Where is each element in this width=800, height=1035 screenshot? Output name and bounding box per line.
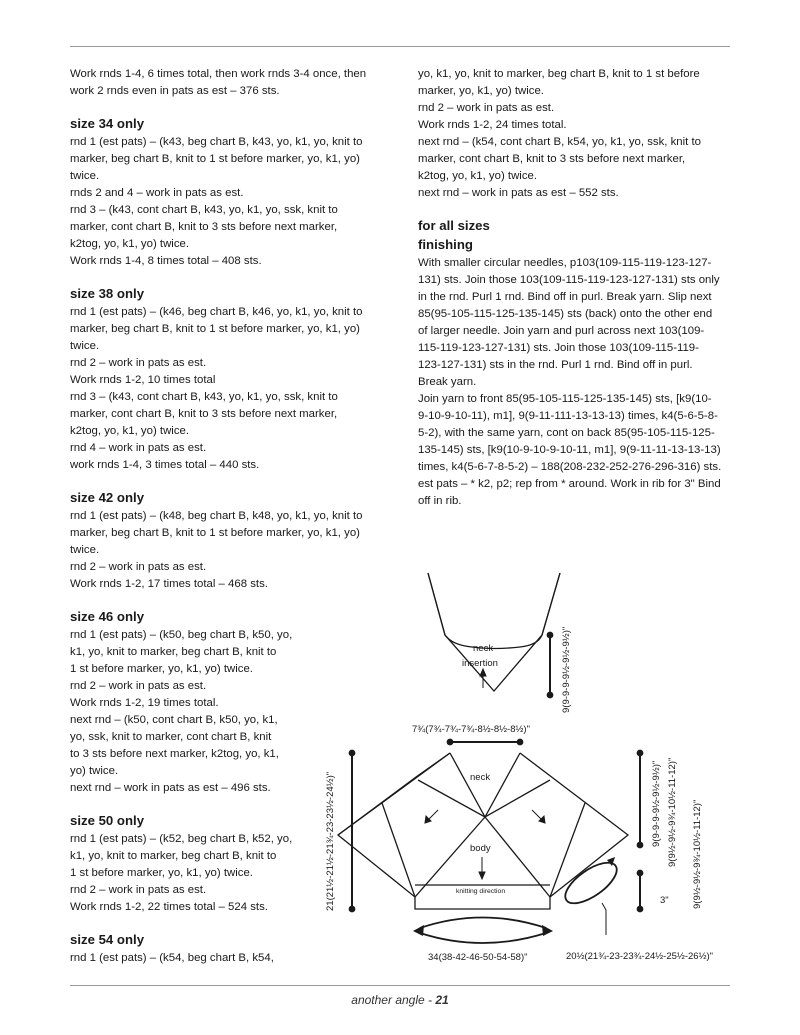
instruction-line: marker, cont chart B, knit to 3 sts before next marker, — [418, 153, 686, 165]
instruction-line: rnd 4 – work in pats as est. — [70, 442, 207, 454]
neck-insertion-height-label: 9(9-9-9-9½-9½-9½)" — [561, 626, 572, 713]
right-armhole-label: 9(9½-9½-9¾-10½-11-12)" — [667, 757, 678, 867]
neck-width-label: 7¾(7¾-7¾-7¾-8½-8½-8½)" — [412, 724, 530, 735]
instruction-line: times, k4(5-6-7-8-5-2) – 188(208-232-252-276-296-316) sts. — [418, 461, 722, 473]
instruction-line: yo) twice. — [70, 765, 119, 777]
section — [418, 66, 748, 202]
instruction-line: rnd 1 (est pats) – (k48, beg chart B, k48, yo, k1, yo, knit to — [70, 510, 363, 522]
neck-insertion-piece — [428, 573, 560, 691]
right-column — [418, 66, 748, 525]
body-label: body — [470, 843, 491, 854]
instruction-line: 1 st before marker, yo, k1, yo) twice. — [70, 867, 253, 879]
instruction-line: 115-119-123-127-131) sts. Join those 103(109-115-119- — [418, 342, 699, 354]
section-heading: for all sizes — [418, 218, 490, 233]
instruction-line: rnd 2 – work in pats as est. — [70, 561, 207, 573]
page-footer — [0, 993, 800, 1007]
instruction-line: Work rnds 1-2, 24 times total. — [418, 119, 567, 131]
instruction-line: rnd 2 – work in pats as est. — [418, 102, 555, 114]
knitting-direction-label: knitting direction — [456, 888, 506, 895]
instruction-line: rnd 1 (est pats) – (k50, beg chart B, k50, yo, — [70, 629, 293, 641]
instruction-line: With smaller circular needles, p103(109-115-119-123-127- — [418, 257, 712, 269]
section-heading: size 34 only — [70, 116, 145, 131]
neck-insertion-label-2: insertion — [462, 658, 498, 669]
instruction-line: in the rnd. Purl 1 rnd. Bind off in purl. Break yarn. Slip next — [418, 291, 712, 303]
schematic-diagram — [310, 555, 750, 975]
instruction-line: 5-2), with the same yarn, cont on back 85(95-105-115-125- — [418, 427, 715, 439]
instruction-line: marker, beg chart B, knit to 1 st before marker, yo, k1, yo) — [70, 323, 360, 335]
section-subheading: finishing — [418, 237, 473, 252]
rib-height-label: 3" — [660, 895, 669, 906]
instruction-line: rnd 2 – work in pats as est. — [70, 884, 207, 896]
section-heading: size 46 only — [70, 609, 145, 624]
hem-circumference-arrow — [420, 918, 546, 944]
instruction-line: marker, beg chart B, knit to 1 st before marker, yo, k1, yo) — [70, 527, 360, 539]
instruction-line: marker, beg chart B, knit to 1 st before marker, yo, k1, yo) — [70, 153, 360, 165]
section — [70, 66, 400, 100]
instruction-line: Join yarn to front 85(95-105-115-125-135-145) sts, [k9(10- — [418, 393, 712, 405]
instruction-line: Work rnds 1-2, 10 times total — [70, 374, 216, 386]
instruction-line: rnds 2 and 4 – work in pats as est. — [70, 187, 244, 199]
instruction-line: work 2 rnds even in pats as est – 376 sts. — [70, 85, 280, 97]
page-number: 21 — [435, 993, 449, 1007]
instruction-line: k2tog, yo, k1, yo) twice. — [418, 170, 538, 182]
instruction-line: k2tog, yo, k1, yo) twice. — [70, 238, 190, 250]
sleeve-height-label: 9(9½-9½-9¾-10½-11-12)" — [692, 799, 703, 909]
body-height-marker — [350, 751, 355, 912]
instruction-line: marker, cont chart B, knit to 3 sts before next marker, — [70, 221, 338, 233]
instruction-line: est pats – * k2, p2; rep from * around. Work in rib for 3" Bind — [418, 478, 721, 490]
instruction-line: work rnds 1-4, 3 times total – 440 sts. — [70, 459, 260, 471]
instruction-line: rnd 2 – work in pats as est. — [70, 357, 207, 369]
sleeve-circumference-label: 20½(21¾-23-23¾-24½-25½-26½)" — [566, 951, 714, 962]
section — [418, 217, 748, 510]
instruction-line: 85(95-105-115-125-135-145) sts (back) onto the other end — [418, 308, 713, 320]
instruction-line: 135-145) sts, [k9(10-9-10-9-10-11, m1], 9(9-11-11-13-13-13) — [418, 444, 721, 456]
body-height-label: 21(21½-21½-21¾-23-23½-24½)" — [325, 771, 336, 911]
instruction-line: yo, k1, yo, knit to marker, beg chart B, knit to 1 st before — [418, 68, 700, 80]
instruction-line: rnd 1 (est pats) – (k46, beg chart B, k46, yo, k1, yo, knit to — [70, 306, 363, 318]
instruction-line: Work rnds 1-4, 8 times total – 408 sts. — [70, 255, 262, 267]
rib-height-marker — [638, 871, 643, 912]
neck-insertion-height-marker — [548, 633, 553, 698]
bottom-rule — [70, 985, 730, 986]
up-arrow — [480, 669, 486, 688]
instruction-line: Break yarn. — [418, 376, 477, 388]
right-neck-depth-marker — [638, 751, 643, 848]
instruction-line: 9-10-9-10-11), m1], 9(9-11-111-13-13-13) times, k4(5-6-5-8- — [418, 410, 718, 422]
instruction-line: next rnd – (k50, cont chart B, k50, yo, k1, — [70, 714, 278, 726]
neck-label: neck — [470, 772, 491, 783]
instruction-line: rnd 3 – (k43, cont chart B, k43, yo, k1, yo, ssk, knit to — [70, 391, 338, 403]
instruction-line: next rnd – work in pats as est – 496 sts. — [70, 782, 271, 794]
instruction-line: rnd 1 (est pats) – (k43, beg chart B, k43, yo, k1, yo, knit to — [70, 136, 363, 148]
instruction-line: yo, ssk, knit to marker, cont chart B, knit — [70, 731, 272, 743]
neck-insertion-label-1: neck — [473, 643, 494, 654]
section — [70, 285, 400, 474]
instruction-line: k2tog, yo, k1, yo) twice. — [70, 425, 190, 437]
instruction-line: Work rnds 1-2, 22 times total – 524 sts. — [70, 901, 268, 913]
instruction-line: twice. — [70, 170, 100, 182]
instruction-line: Work rnds 1-2, 19 times total. — [70, 697, 219, 709]
top-rule — [70, 46, 730, 47]
instruction-line: of larger needle. Join yarn and purl across next 103(109- — [418, 325, 705, 337]
section-heading: size 42 only — [70, 490, 145, 505]
instruction-line: marker, cont chart B, knit to 3 sts before next marker, — [70, 408, 338, 420]
instruction-line: rnd 3 – (k43, cont chart B, k43, yo, k1, yo, ssk, knit to — [70, 204, 338, 216]
instruction-line: off in rib. — [418, 495, 462, 507]
neck-width-marker — [448, 740, 523, 745]
right-diagonal-arrow — [532, 810, 545, 823]
instruction-line: twice. — [70, 544, 100, 556]
instruction-line: rnd 2 – work in pats as est. — [70, 680, 207, 692]
section-heading: size 50 only — [70, 813, 145, 828]
instruction-line: 123-127-131) sts in the rnd. Purl 1 rnd. Bind off in purl. — [418, 359, 693, 371]
right-neck-depth-label: 9(9-9-9-9½-9½-9½)" — [651, 760, 662, 847]
down-arrow — [479, 857, 485, 879]
instruction-line: k1, yo, knit to marker, beg chart B, knit to — [70, 850, 277, 862]
instruction-line: next rnd – (k54, cont chart B, k54, yo, k1, yo, ssk, knit to — [418, 136, 701, 148]
left-diagonal-arrow — [425, 810, 438, 823]
instruction-line: 1 st before marker, yo, k1, yo) twice. — [70, 663, 253, 675]
instruction-line: rnd 1 (est pats) – (k54, beg chart B, k54, — [70, 952, 274, 964]
instruction-line: marker, yo, k1, yo) twice. — [418, 85, 544, 97]
footer-title: another angle - — [351, 993, 436, 1007]
section — [70, 115, 400, 270]
section-heading: size 54 only — [70, 932, 145, 947]
instruction-line: rnd 1 (est pats) – (k52, beg chart B, k52, yo, — [70, 833, 293, 845]
instruction-line: k1, yo, knit to marker, beg chart B, knit to — [70, 646, 277, 658]
instruction-line: next rnd – work in pats as est – 552 sts. — [418, 187, 619, 199]
hem-width-label: 34(38-42-46-50-54-58)" — [428, 952, 528, 963]
instruction-line: twice. — [70, 340, 100, 352]
instruction-line: Work rnds 1-2, 17 times total – 468 sts. — [70, 578, 268, 590]
instruction-line: 131) sts. Join those 103(109-115-119-123-127-131) sts only — [418, 274, 720, 286]
hem-arrowheads — [413, 925, 553, 936]
instruction-line: Work rnds 1-4, 6 times total, then work rnds 3-4 once, then — [70, 68, 367, 80]
sleeve-pointer — [602, 903, 606, 935]
section-heading: size 38 only — [70, 286, 145, 301]
instruction-line: to 3 sts before next marker, k2tog, yo, k1, — [70, 748, 279, 760]
